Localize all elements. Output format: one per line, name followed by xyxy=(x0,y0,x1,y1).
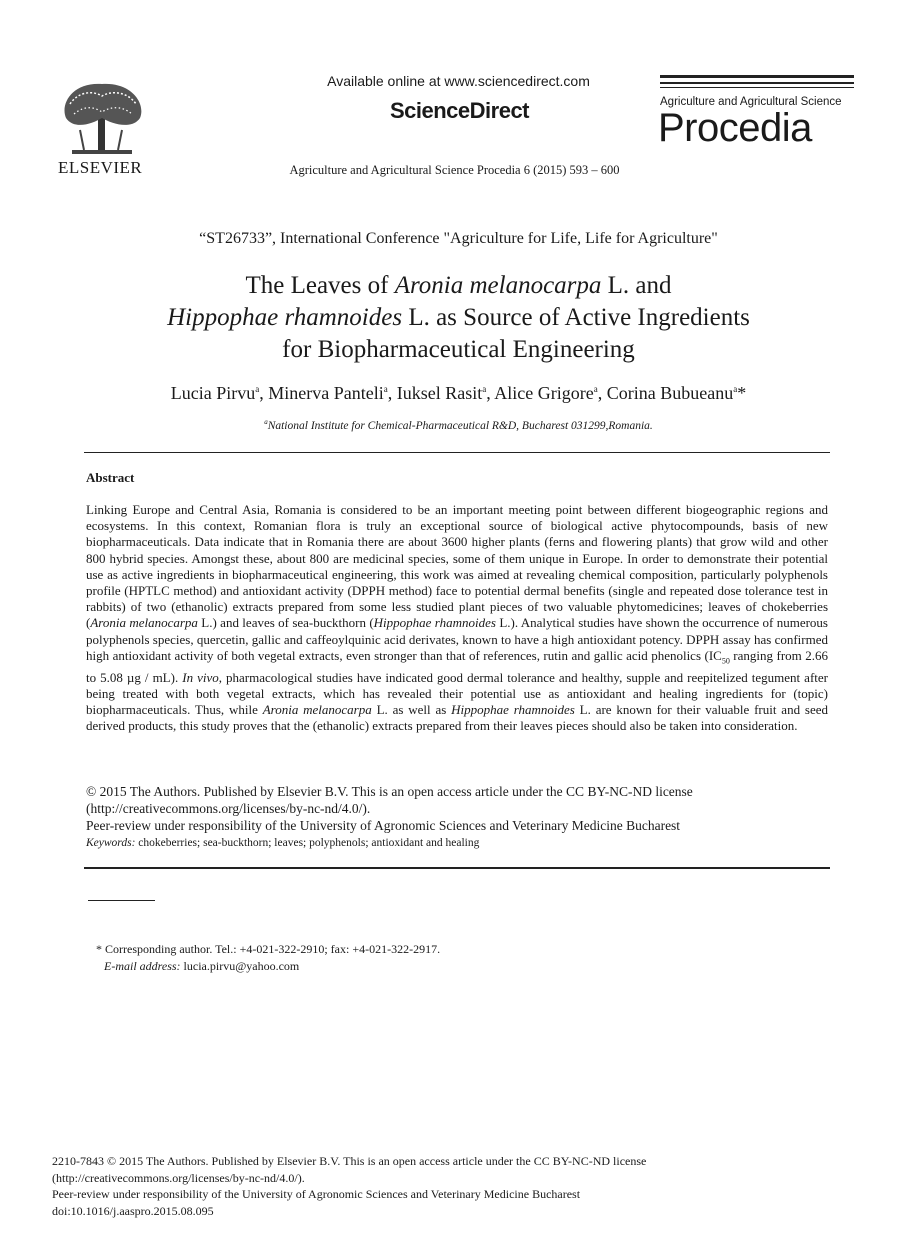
abstract-text: , pharmacological studies have indicated good dermal tolerance and healthy, supple and reepitelized tegument after being treated with both vegetal extracts, which has revealed their potential use as antioxidant and healing ingredients for (topic) biopharmaceuticals. Thus, while xyxy=(86,669,828,718)
footnote-rule xyxy=(88,900,155,901)
author-separator: , xyxy=(597,383,607,403)
corresponding-author-note: * Corresponding author. Tel.: +4-021-322-2910; fax: +4-021-322-2917. xyxy=(96,942,441,956)
journal-reference: Agriculture and Agricultural Science Procedia 6 (2015) 593 – 600 xyxy=(289,163,620,177)
species-name: Aronia melanocarpa xyxy=(90,615,198,631)
footer-license-link[interactable]: (http://creativecommons.org/licenses/by-nc-nd/4.0/). xyxy=(52,1170,305,1185)
footer-peer-review-line: Peer-review under responsibility of the University of Agronomic Sciences and Veterinary Medicine Bucharest xyxy=(52,1187,581,1201)
corresponding-author-mark: * xyxy=(737,383,747,403)
title-species: Hippophae rhamnoides xyxy=(167,304,403,331)
publication-footer xyxy=(52,1153,646,1219)
author-separator: , xyxy=(387,383,397,403)
title-text: for Biopharmaceutical Engineering xyxy=(282,336,635,363)
author-affiliation-mark: a xyxy=(255,384,260,394)
procedia-top-rule-2 xyxy=(660,82,854,84)
abstract-heading: Abstract xyxy=(86,470,135,485)
conference-line: “ST26733”, International Conference "Agriculture for Life, Life for Agriculture" xyxy=(199,230,718,247)
author-separator: , xyxy=(259,383,269,403)
author-list xyxy=(0,383,907,404)
footnote xyxy=(96,941,440,975)
author-name: Iuksel Rasit xyxy=(396,383,483,403)
procedia-top-rule xyxy=(660,75,854,78)
procedia-logo xyxy=(660,75,854,155)
affiliation-mark: a xyxy=(264,418,268,426)
title-text: L. as Source of Active Ingredients xyxy=(402,304,750,331)
affiliation xyxy=(0,418,907,432)
species-name: Hippophae rhamnoides xyxy=(451,702,575,718)
email-address[interactable]: lucia.pirvu@yahoo.com xyxy=(180,959,300,973)
author-affiliation-mark: a xyxy=(383,384,388,394)
keywords xyxy=(86,837,479,849)
doi-line[interactable]: doi:10.1016/j.aaspro.2015.08.095 xyxy=(52,1203,214,1218)
abstract-text: L.). Analytical studies have shown the occurrence of numerous polyphenols species, quercetin, gallic and caffeoylquinic acid derivates, known to have a high antioxidant potency. DPPH assay has confirmed high antioxidant activity of both vegetal extracts, even stronger than that of references, rutin and gallic acid phenolics (IC xyxy=(86,615,828,663)
keywords-text: chokeberries; sea-buckthorn; leaves; polyphenols; antioxidant and healing xyxy=(135,837,480,849)
title-species: Aronia melanocarpa xyxy=(394,272,602,299)
peer-review-line: Peer-review under responsibility of the University of Agronomic Sciences and Veterinary Medicine Bucharest xyxy=(86,818,681,833)
subscript: 50 xyxy=(721,656,730,666)
author-name: Alice Grigore xyxy=(494,383,594,403)
email-label: E-mail address: xyxy=(104,959,181,973)
procedia-journal-subtitle: Agriculture and Agricultural Science xyxy=(660,96,842,108)
author-affiliation-mark: a xyxy=(733,384,738,394)
elsevier-wordmark: ELSEVIER xyxy=(58,158,143,177)
available-online-text: Available online at www.sciencedirect.com xyxy=(327,73,590,89)
latin-term: In vivo xyxy=(182,669,219,685)
keywords-label: Keywords: xyxy=(86,837,136,849)
abstract-body xyxy=(86,502,828,734)
sciencedirect-logo: ScienceDirect xyxy=(389,98,530,123)
abstract-text: L.) and leaves of sea-buckthorn ( xyxy=(197,615,374,631)
author-name: Lucia Pirvu xyxy=(170,383,256,403)
title-text: The Leaves of xyxy=(245,272,395,299)
copyright-notice xyxy=(86,783,828,834)
divider-top xyxy=(84,452,830,453)
author-affiliation-mark: a xyxy=(482,384,487,394)
abstract-text: L. as well as xyxy=(371,702,452,718)
affiliation-text: National Institute for Chemical-Pharmaceutical R&D, Bucharest 031299,Romania. xyxy=(267,419,653,432)
license-link[interactable]: (http://creativecommons.org/licenses/by-nc-nd/4.0/). xyxy=(86,801,371,816)
email-line xyxy=(96,958,440,975)
abstract-text: L. are known for their valuable fruit and seed derived products, this study proves that the (ethanolic) extracts prepared from their leaves pieces should also be taken into consideration. xyxy=(86,702,828,734)
abstract-text: Linking Europe and Central Asia, Romania is considered to be an important meeting point between different biogeographic regions and ecosystems. In this context, Romanian flora is truly an exceptional source of biological active phytocompounds, basis of new biopharmaceuticals. Data indicate that in Romania there are about 3600 higher plants (ferns and flowering plants) that grow wild and other 800 hybrid species. Amongst these, about 800 are medicinal species, some of them unique in Europe. In order to demonstrate their potential use as active ingredients in biopharmaceutical engineering, this work was aimed at revealing chemical composition, particularly polyphenols profile (HPTLC method) and antioxidant activity (DPPH method) face to potential dermal benefits (single and repeated dose tolerance test in rabbits) of two (ethanolic) extracts prepared from some less studied plant pieces of two valuable phytomedicines; leaves of chokeberries ( xyxy=(86,502,828,631)
species-name: Aronia melanocarpa xyxy=(262,702,372,718)
procedia-brand: Procedia xyxy=(658,106,812,150)
issn-copyright-line: 2210-7843 © 2015 The Authors. Published by Elsevier B.V. This is an open access article under the CC BY-NC-ND license xyxy=(52,1154,647,1168)
procedia-top-rule-3 xyxy=(660,87,854,88)
author-name: Corina Bubueanu xyxy=(606,383,734,403)
author-affiliation-mark: a xyxy=(593,384,598,394)
abstract-text: ranging from 2.66 to 5.08 µg / mL). xyxy=(86,647,828,685)
paper-title xyxy=(0,270,907,366)
copyright-line: © 2015 The Authors. Published by Elsevier B.V. This is an open access article under the CC BY-NC-ND license xyxy=(86,784,693,799)
divider-bottom xyxy=(84,867,830,869)
title-text: L. and xyxy=(601,272,672,299)
author-name: Minerva Panteli xyxy=(268,383,384,403)
author-separator: , xyxy=(486,383,495,403)
species-name: Hippophae rhamnoides xyxy=(373,615,496,631)
